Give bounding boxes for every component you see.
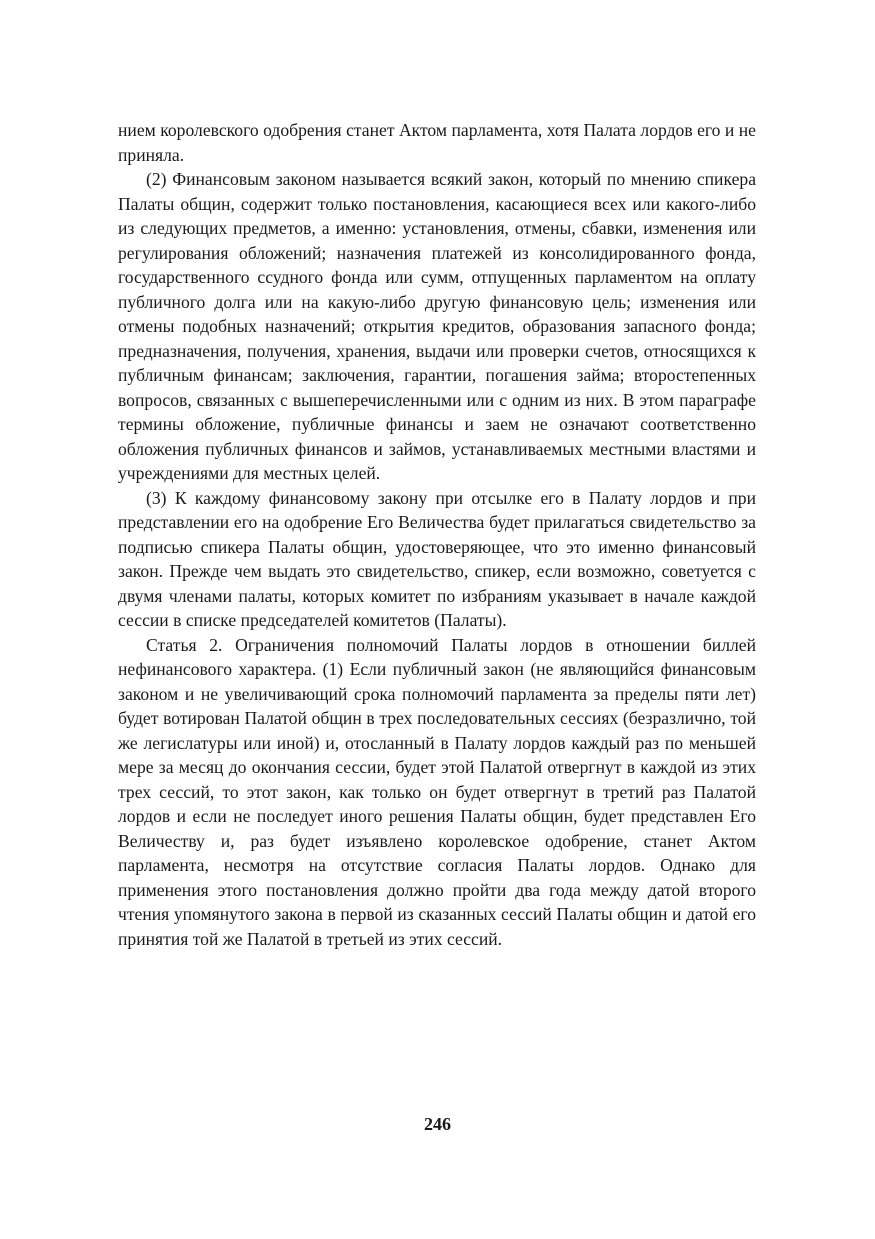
- paragraph-speaker-certificate: (3) К каждому финансовому закону при отсылке его в Палату лордов и при представлении его на одобрение Его Величества будет прилагаться свидетельство за подписью спикера Палаты общин, удостоверяющее, что это именно финансовый закон. Прежде чем выдать это свидетельство, спикер, если возможно, советуется с двумя членами палаты, которых комитет по избраниям указывает в начале каждой сессии в списке председателей комитетов (Палаты).: [118, 487, 756, 630]
- page-number: 246: [424, 1114, 451, 1134]
- paragraph-continuation: нием королевского одобрения станет Актом парламента, хотя Палата лордов его и не приняла.: [118, 120, 756, 165]
- document-body: [118, 118, 756, 951]
- paragraph-financial-law-definition: (2) Финансовым законом называется всякий закон, который по мнению спикера Палаты общин, содержит только постановления, касающиеся всех или какого-либо из следующих предметов, а именно: установления, отмены, сбавки, изменения или регулирования обложений; назначения платежей из консолидированного фонда, государственного ссудного фонда или сумм, отпущенных парламентом на оплату публичного долга или на какую-либо другую финансовую цель; изменения или отмены подобных назначений; открытия кредитов, образования запасного фонда; предназначения, получения, хранения, выдачи или проверки счетов, относящихся к публичным финансам; заключения, гарантии, погашения займа; второстепенных вопросов, связанных с вышеперечисленными или с одним из них. В этом параграфе термины обложение, публичные финансы и заем не означают соответственно обложения публичных финансов и займов, устанавливаемых местными властями и учреждениями для местных целей.: [118, 169, 756, 483]
- paragraph-article-2: Статья 2. Ограничения полномочий Палаты лордов в отношении биллей нефинансового характера. (1) Если публичный закон (не являющийся финансовым законом и не увеличивающий срока полномочий парламента за пределы пяти лет) будет вотирован Палатой общин в трех последовательных сессиях (безразлично, той же легислатуры или иной) и, отосланный в Палату лордов каждый раз по меньшей мере за месяц до окончания сессии, будет этой Палатой отвергнут в каждой из этих трех сессий, то этот закон, как только он будет отвергнут в третий раз Палатой лордов и если не последует иного решения Палаты общин, будет представлен Его Величеству и, раз будет изъявлено королевское одобрение, станет Актом парламента, несмотря на отсутствие согласия Палаты лордов. Однако для применения этого постановления должно пройти два года между датой второго чтения упомянутого закона в первой из сказанных сессий Палаты общин и датой его принятия той же Палатой в третьей из этих сессий.: [118, 634, 756, 949]
